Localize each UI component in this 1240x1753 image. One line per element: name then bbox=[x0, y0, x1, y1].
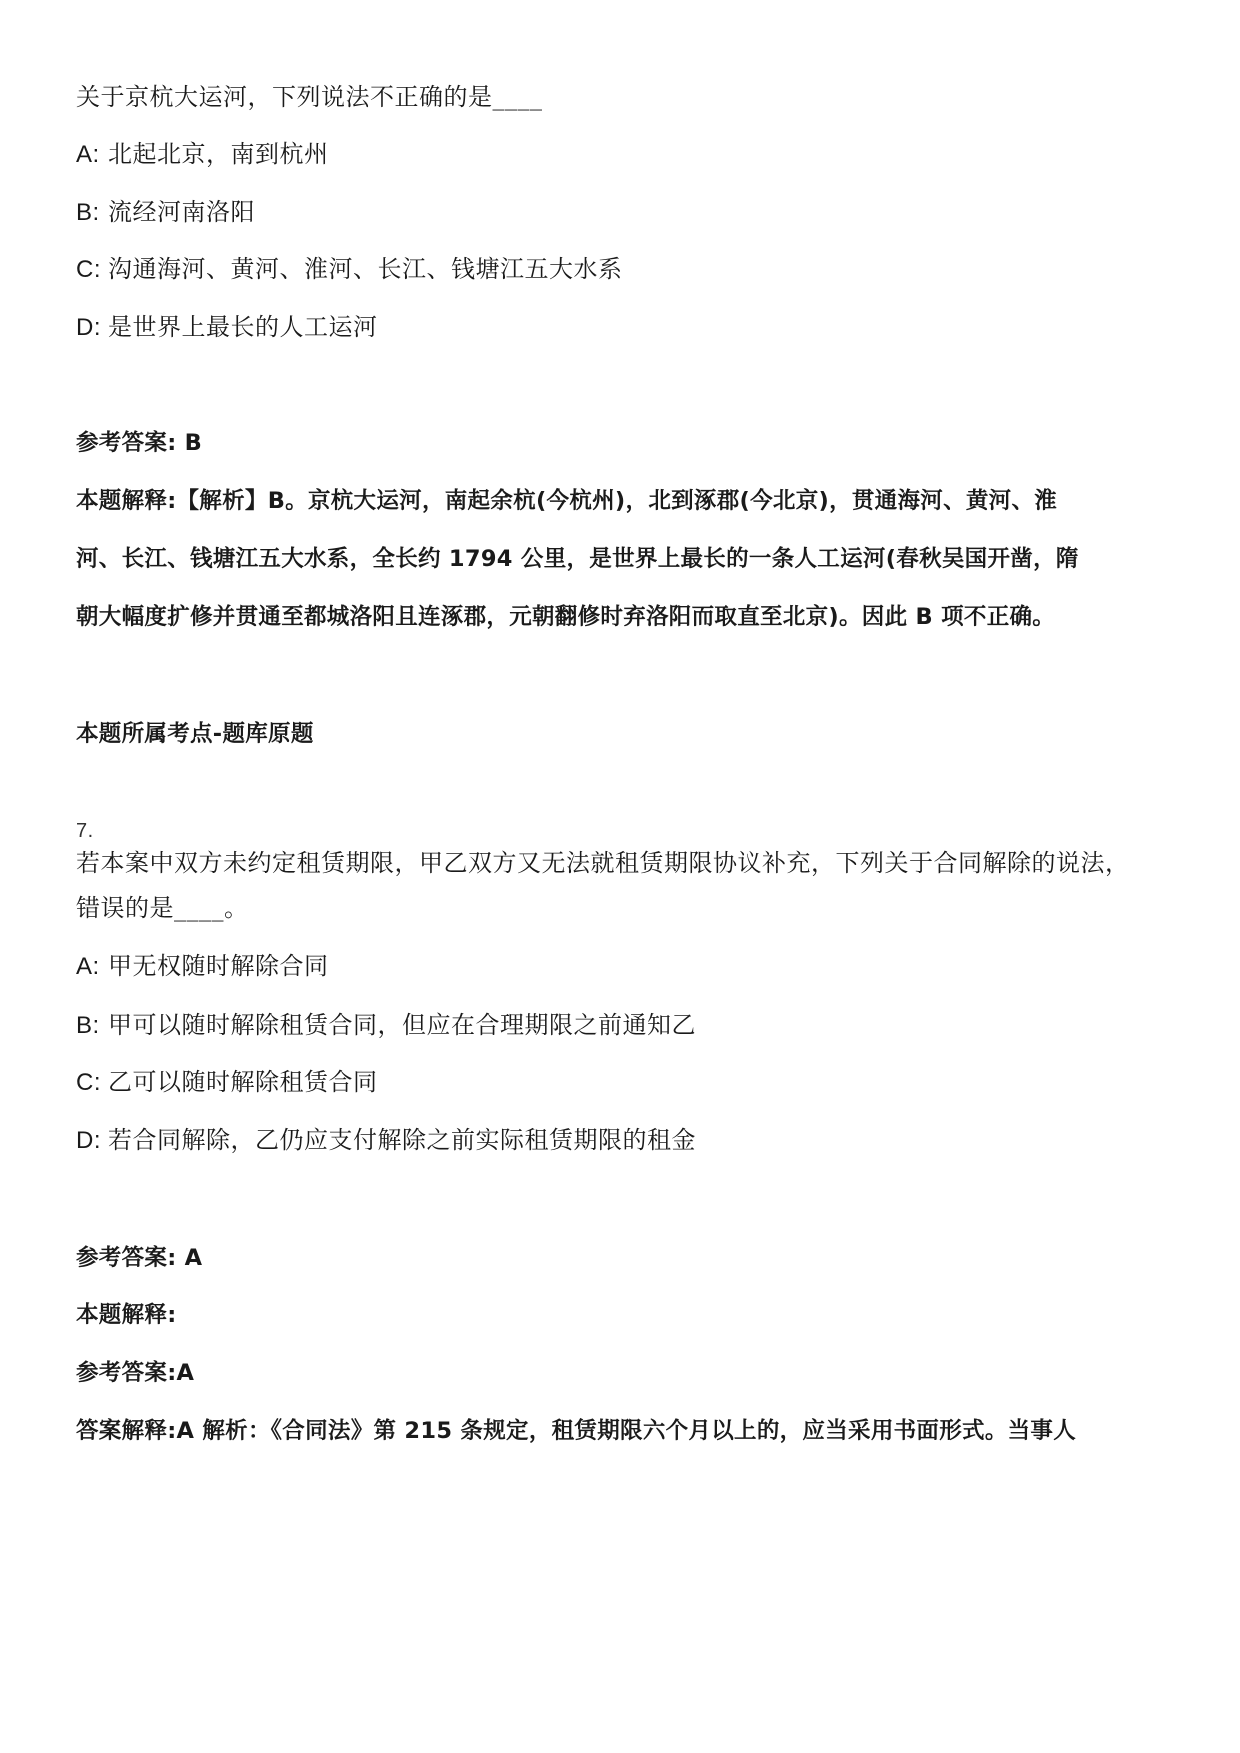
option-text: 北起北京，南到杭州 bbox=[108, 140, 329, 168]
option-label: B: bbox=[76, 1012, 100, 1039]
option-text: 甲可以随时解除租赁合同，但应在合理期限之前通知乙 bbox=[108, 1011, 696, 1039]
option-text: 沟通海河、黄河、淮河、长江、钱塘江五大水系 bbox=[108, 255, 623, 283]
q7-option-a bbox=[76, 951, 329, 982]
option-text: 流经河南洛阳 bbox=[108, 198, 255, 226]
q7-answer-repeat: 参考答案:A bbox=[76, 1360, 195, 1386]
option-label: A: bbox=[76, 141, 100, 168]
q6-explanation-line: 朝大幅度扩修并贯通至都城洛阳且连涿郡，元朝翻修时弃洛阳而取直至北京)。因此 B 项不正确。 bbox=[76, 604, 1056, 630]
q7-explanation-text: 答案解释:A 解析：《合同法》第 215 条规定，租赁期限六个月以上的，应当采用书面形式。当事人 bbox=[76, 1418, 1077, 1444]
option-text: 乙可以随时解除租赁合同 bbox=[108, 1068, 378, 1096]
q7-stem-line: 错误的是____。 bbox=[76, 894, 249, 922]
q6-stem: 关于京杭大运河，下列说法不正确的是____ bbox=[76, 83, 543, 111]
q6-explanation-line: 本题解释:【解析】B。京杭大运河，南起余杭(今杭州)，北到涿郡(今北京)，贯通海河、黄河、淮 bbox=[76, 488, 1058, 514]
q6-option-a bbox=[76, 139, 329, 170]
option-text: 甲无权随时解除合同 bbox=[108, 952, 329, 980]
option-label: D: bbox=[76, 1127, 101, 1154]
q7-number: 7. bbox=[76, 820, 94, 842]
option-text: 若合同解除，乙仍应支付解除之前实际租赁期限的租金 bbox=[108, 1126, 696, 1154]
q6-explanation-line: 河、长江、钱塘江五大水系，全长约 1794 公里，是世界上最长的一条人工运河(春秋吴国开凿，隋 bbox=[76, 546, 1079, 572]
q7-option-c bbox=[76, 1067, 378, 1098]
q7-option-d bbox=[76, 1125, 696, 1156]
q6-topic: 本题所属考点-题库原题 bbox=[76, 721, 314, 747]
option-label: C: bbox=[76, 256, 101, 283]
option-label: C: bbox=[76, 1069, 101, 1096]
q7-stem-line: 若本案中双方未约定租赁期限，甲乙双方又无法就租赁期限协议补充，下列关于合同解除的说法， bbox=[76, 849, 1130, 877]
option-label: A: bbox=[76, 953, 100, 980]
option-label: B: bbox=[76, 199, 100, 226]
q6-option-d bbox=[76, 312, 378, 343]
q7-explanation-heading: 本题解释: bbox=[76, 1302, 177, 1328]
q6-option-c bbox=[76, 254, 623, 285]
q6-answer: 参考答案: B bbox=[76, 430, 203, 456]
q7-answer: 参考答案: A bbox=[76, 1245, 203, 1271]
option-label: D: bbox=[76, 314, 101, 341]
q6-option-b bbox=[76, 197, 255, 228]
q7-option-b bbox=[76, 1010, 696, 1041]
option-text: 是世界上最长的人工运河 bbox=[108, 313, 378, 341]
